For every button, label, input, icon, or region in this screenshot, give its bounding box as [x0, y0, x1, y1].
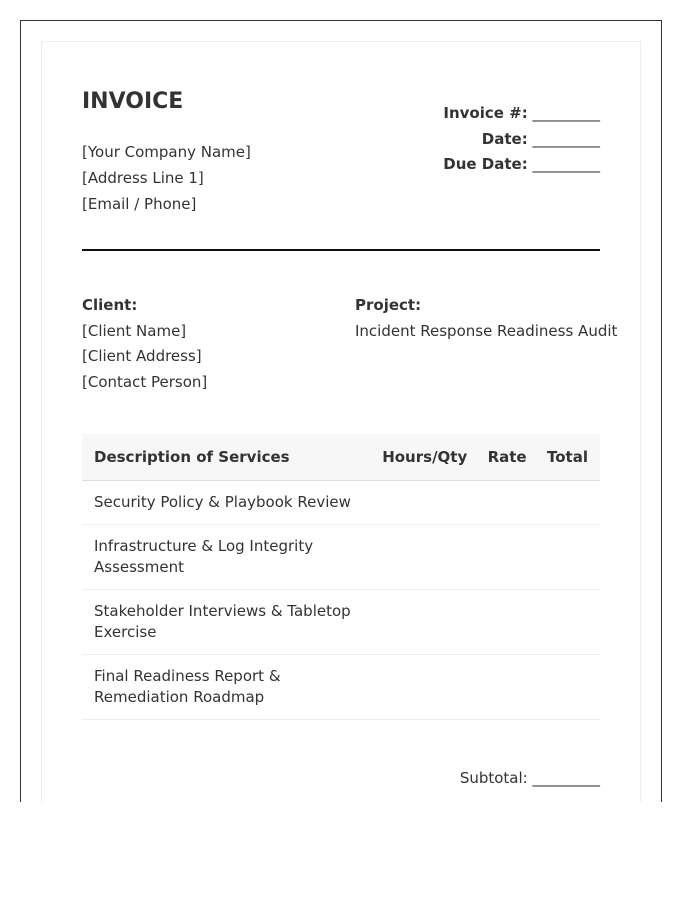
project-name: Incident Response Readiness Audit: [355, 321, 618, 340]
due-date-label: Due Date:: [443, 155, 528, 173]
project-block: [355, 293, 617, 344]
table-row: [82, 654, 600, 719]
header-hours: Hours/Qty: [372, 434, 477, 480]
table-row: [82, 524, 600, 589]
row-rate: [477, 524, 536, 589]
row-hours: [372, 480, 477, 524]
client-block: [82, 293, 207, 395]
invoice-number-row: [443, 101, 600, 127]
invoice-meta: [443, 101, 600, 178]
row-total: [537, 589, 600, 654]
due-date-value: _________: [532, 155, 600, 173]
row-hours: [372, 654, 477, 719]
services-table: [82, 434, 600, 720]
row-rate: [477, 480, 536, 524]
row-description: Final Readiness Report & Remediation Roadmap: [82, 654, 372, 719]
subtotal-value: _________: [532, 769, 600, 787]
row-hours: [372, 524, 477, 589]
company-address: [Address Line 1]: [82, 169, 204, 187]
subtotal-row: [460, 769, 600, 787]
client-address: [Client Address]: [82, 347, 202, 365]
project-label: Project:: [355, 296, 422, 314]
row-rate: [477, 654, 536, 719]
client-contact: [Contact Person]: [82, 372, 208, 391]
document-frame: [20, 20, 662, 802]
table-row: [82, 589, 600, 654]
row-description: Infrastructure & Log Integrity Assessment: [82, 524, 372, 589]
row-total: [537, 524, 600, 589]
header-total: Total: [537, 434, 600, 480]
client-label: Client:: [82, 296, 138, 314]
client-name: [Client Name]: [82, 321, 187, 340]
header-divider: [82, 249, 600, 251]
row-total: [537, 480, 600, 524]
row-rate: [477, 589, 536, 654]
row-total: [537, 654, 600, 719]
table-header-row: [82, 434, 600, 480]
subtotal-label: Subtotal:: [459, 769, 528, 787]
invoice-number-label: Invoice #:: [443, 104, 528, 122]
company-info: [82, 139, 251, 217]
row-description: Stakeholder Interviews & Tabletop Exercise: [82, 589, 372, 654]
header-rate: Rate: [477, 434, 536, 480]
invoice-date-value: _________: [532, 129, 600, 148]
row-description: Security Policy & Playbook Review: [82, 480, 372, 524]
invoice-title: INVOICE: [82, 89, 184, 114]
row-hours: [372, 589, 477, 654]
invoice-page: [41, 41, 641, 802]
company-name: [Your Company Name]: [82, 143, 251, 161]
invoice-date-label: Date:: [481, 129, 528, 148]
table-row: [82, 480, 600, 524]
company-contact: [Email / Phone]: [82, 195, 197, 213]
invoice-number-value: _________: [532, 104, 600, 122]
header-description: Description of Services: [82, 434, 372, 480]
invoice-date-row: [443, 127, 600, 153]
due-date-row: [443, 152, 600, 178]
